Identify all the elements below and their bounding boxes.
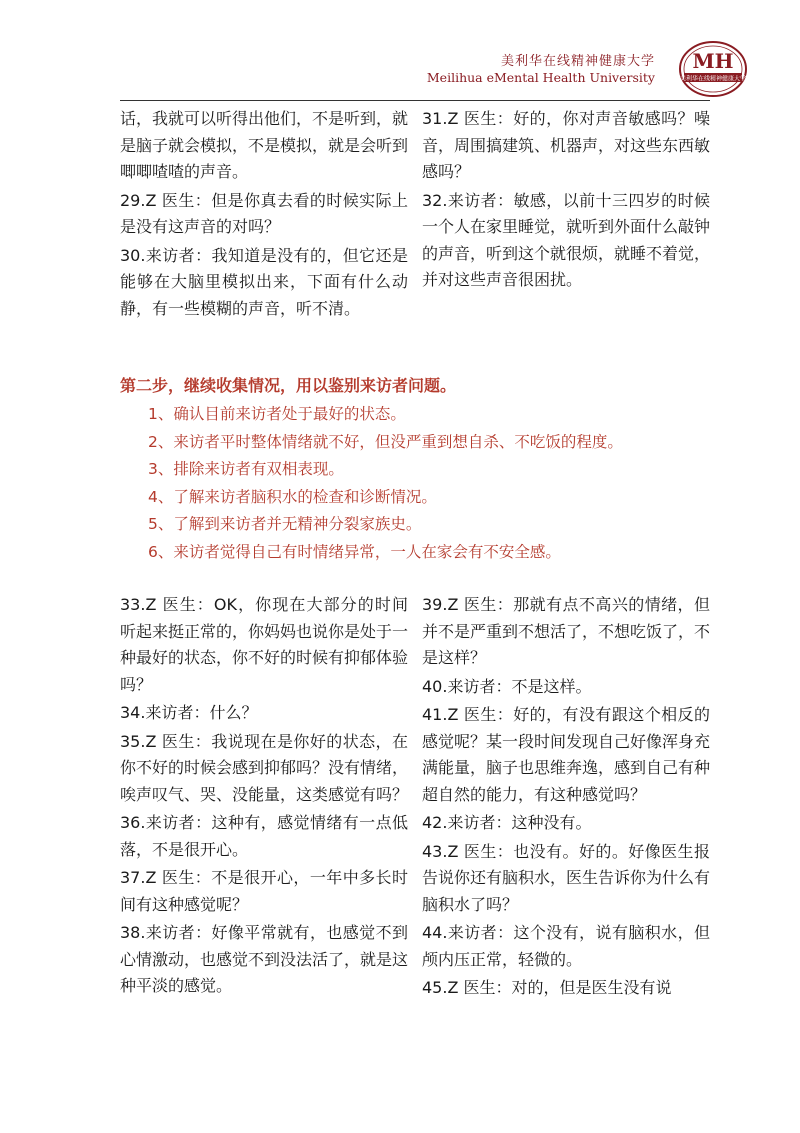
brand-name-cn: 美利华在线精神健康大学 [500, 54, 655, 69]
step-title: 第二步，继续收集情况，用以鉴别来访者问题。 [120, 376, 457, 395]
step-item: 4、了解来访者脑积水的检查和诊断情况。 [148, 487, 437, 506]
right-column [422, 592, 710, 1004]
left-column [120, 592, 408, 1004]
dialogue-line: 40.来访者：不是这样。 [422, 676, 592, 696]
dialogue-line: 33.Z 医生：OK，你现在大部分的时间听起来挺正常的，你妈妈也说你是处于一种最好的状态，你不好的时候有抑郁体验吗？ [120, 595, 409, 694]
left-column [120, 106, 408, 324]
dialogue-line: 36.来访者：这种有，感觉情绪有一点低落，不是很开心。 [120, 813, 408, 859]
step-item: 5、了解到来访者并无精神分裂家族史。 [148, 515, 422, 533]
dialogue-line: 话，我就可以听得出他们，不是听到，就是脑子就会模拟，不是模拟，就是会听到唧唧喳喳的声音。 [120, 109, 409, 181]
dialogue-line: 37.Z 医生：不是很开心，一年中多长时间有这种感觉呢？ [120, 868, 408, 914]
dialogue-line: 43.Z 医生：也没有。好的。好像医生报告说你还有脑积水，医生告诉你为什么有脑积水了吗？ [422, 841, 711, 914]
dialogue-line: 41.Z 医生：好的，有没有跟这个相反的感觉呢？某一段时间发现自己好像浑身充满能量，脑子也思维奔逸，感到自己有种超自然的能力，有这种感觉吗？ [422, 705, 711, 804]
mh-logo [678, 40, 748, 98]
dialogue-line: 29.Z 医生：但是你真去看的时候实际上是没有这声音的对吗？ [120, 190, 408, 236]
step-item: 6、来访者觉得自己有时情绪异常，一人在家会有不安全感。 [148, 542, 561, 561]
dialogue-section-2 [120, 592, 710, 1004]
dialogue-line: 34.来访者：什么？ [120, 703, 258, 722]
step-item: 3、排除来访者有双相表现。 [148, 460, 344, 478]
dialogue-line: 32.来访者：敏感，以前十三四岁的时候一个人在家里睡觉，就听到外面什么敲钟的声音，听到这个就很烦，就睡不着觉，并对这些声音很困扰。 [422, 190, 711, 289]
dialogue-line: 39.Z 医生：那就有点不高兴的情绪，但并不是严重到不想活了，不想吃饭了，不是这样？ [422, 595, 711, 667]
dialogue-line: 38.来访者：好像平常就有，也感觉不到心情激动，也感觉不到没法活了，就是这种平淡的感觉。 [120, 923, 409, 995]
svg-text:美利华在线精神健康大学: 美利华在线精神健康大学 [679, 75, 747, 83]
svg-text:MH: MH [692, 49, 734, 73]
page-header [0, 0, 800, 100]
dialogue-section-1 [120, 106, 710, 324]
header-divider [120, 100, 710, 101]
step-summary [120, 373, 720, 566]
dialogue-line: 44.来访者：这个没有，说有脑积水，但颅内压正常，轻微的。 [422, 923, 710, 969]
dialogue-line: 45.Z 医生：对的，但是医生没有说 [422, 978, 672, 997]
dialogue-line: 42.来访者：这种没有。 [422, 813, 592, 832]
dialogue-line: 30.来访者：我知道是没有的，但它还是能够在大脑里模拟出来，下面有什么动静，有一些模糊的声音，听不清。 [120, 245, 408, 318]
right-column [422, 106, 710, 324]
step-item: 1、确认目前来访者处于最好的状态。 [148, 405, 406, 423]
brand-name-en: Meilihua eMental Health University [426, 70, 655, 85]
dialogue-line: 35.Z 医生：我说现在是你好的状态，在你不好的时候会感到抑郁吗？没有情绪，唉声叹气、哭、没能量，这类感觉有吗？ [120, 731, 409, 804]
dialogue-line: 31.Z 医生：好的，你对声音敏感吗？噪音，周围搞建筑、机器声，对这些东西敏感吗？ [422, 109, 711, 181]
step-item: 2、来访者平时整体情绪就不好，但没严重到想自杀、不吃饭的程度。 [148, 432, 623, 451]
